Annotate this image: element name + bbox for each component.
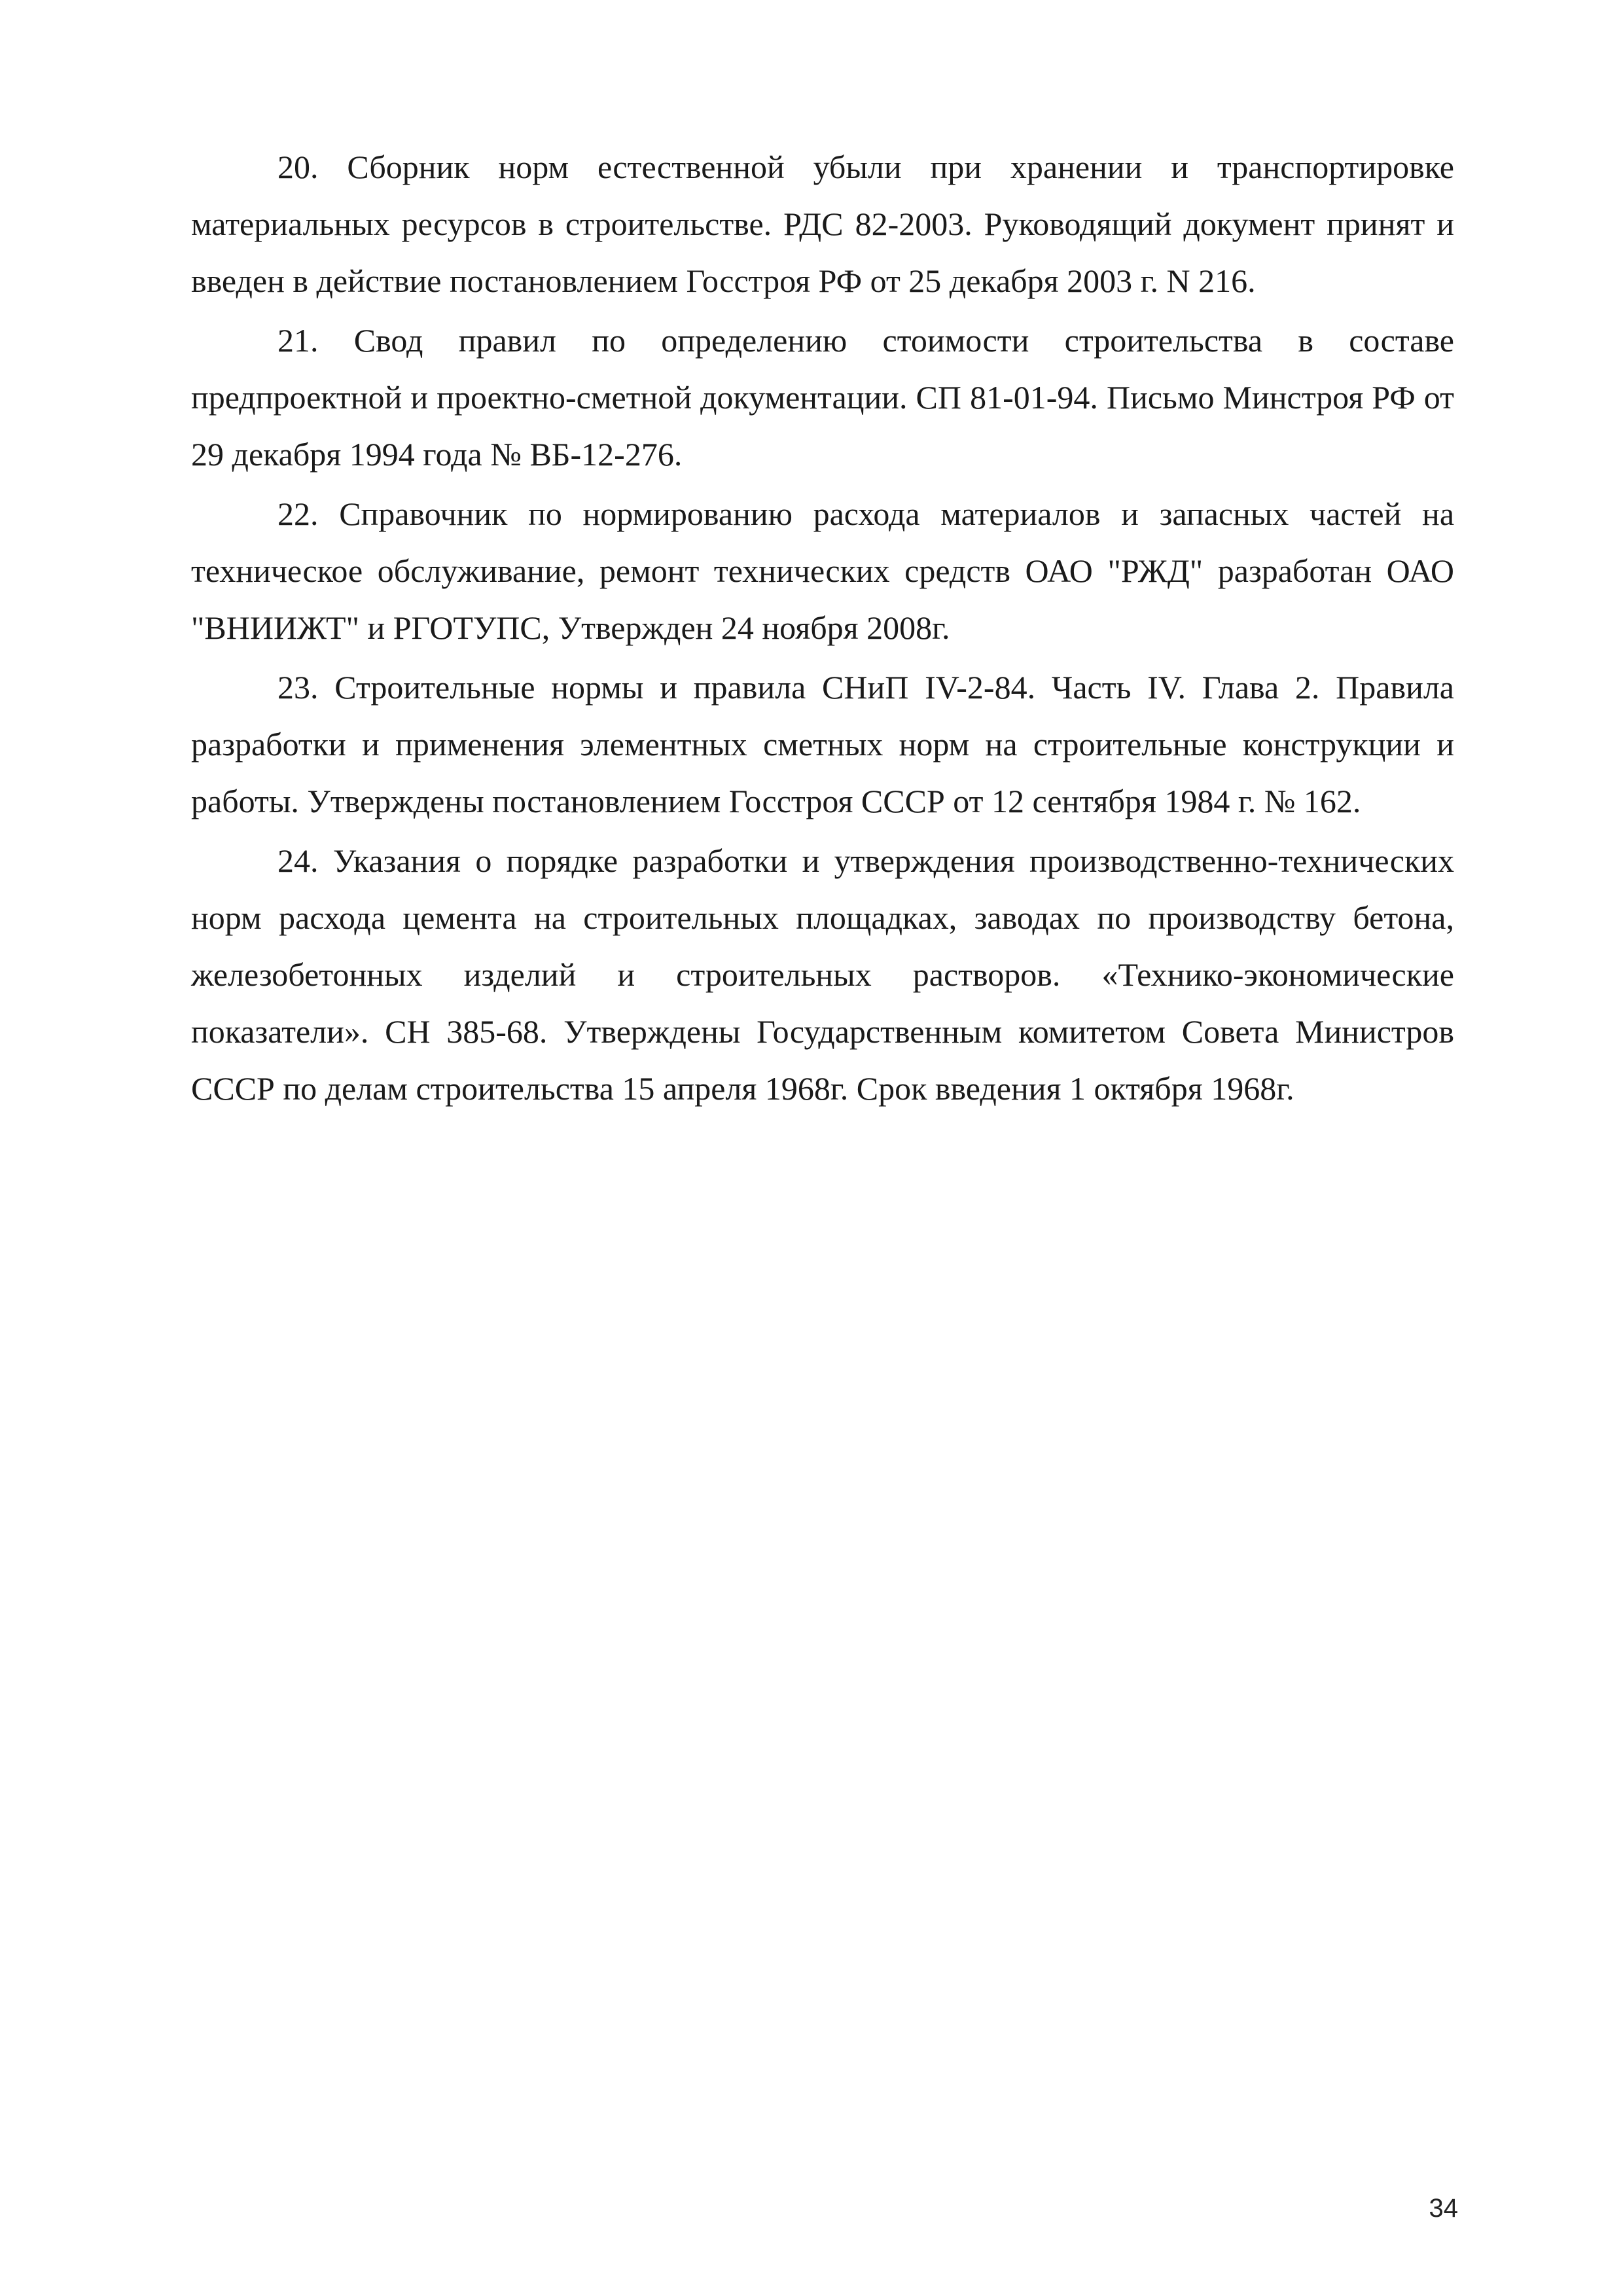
reference-text: Строительные нормы и правила СНиП IV-2-84. Часть IV. Глава 2. Правила разработки и применения элементных сметных норм на строительные конструкции и работы. Утверждены постановлением Госстроя СССР от 12 сентября 1984 г. № 162. bbox=[191, 669, 1454, 819]
reference-item bbox=[191, 139, 1454, 310]
reference-number: 22. bbox=[277, 495, 319, 532]
reference-text: Указания о порядке разработки и утверждения производственно-технических норм расхода цемента на строительных площадках, заводах по производству бетона, железобетонных изделий и строительных растворов. «Технико-экономические показатели». СН 385-68. Утверждены Государственным комитетом Совета Министров СССР по делам строительства 15 апреля 1968г. Срок введения 1 октября 1968г. bbox=[191, 842, 1454, 1107]
reference-text: Сборник норм естественной убыли при хранении и транспортировке материальных ресурсов в строительстве. РДС 82-2003. Руководящий документ принят и введен в действие постановлением Госстроя РФ от 25 декабря 2003 г. N 216. bbox=[191, 149, 1454, 299]
reference-text: Справочник по нормированию расхода материалов и запасных частей на техническое обслуживание, ремонт технических средств ОАО "РЖД" разработан ОАО "ВНИИЖТ" и РГОТУПС, Утвержден 24 ноября 2008г. bbox=[191, 495, 1455, 646]
reference-item bbox=[191, 486, 1454, 656]
reference-item bbox=[191, 312, 1454, 483]
reference-number: 24. bbox=[277, 842, 319, 879]
reference-text: Свод правил по определению стоимости строительства в составе предпроектной и проектно-сметной документации. СП 81-01-94. Письмо Минстроя РФ от 29 декабря 1994 года № ВБ-12-276. bbox=[191, 322, 1455, 473]
page-number: 34 bbox=[1429, 2194, 1458, 2223]
reference-list bbox=[191, 139, 1454, 1120]
reference-number: 23. bbox=[277, 669, 319, 706]
reference-number: 21. bbox=[277, 322, 319, 359]
reference-number: 20. bbox=[277, 149, 319, 185]
reference-item bbox=[191, 659, 1454, 830]
reference-item bbox=[191, 833, 1454, 1117]
